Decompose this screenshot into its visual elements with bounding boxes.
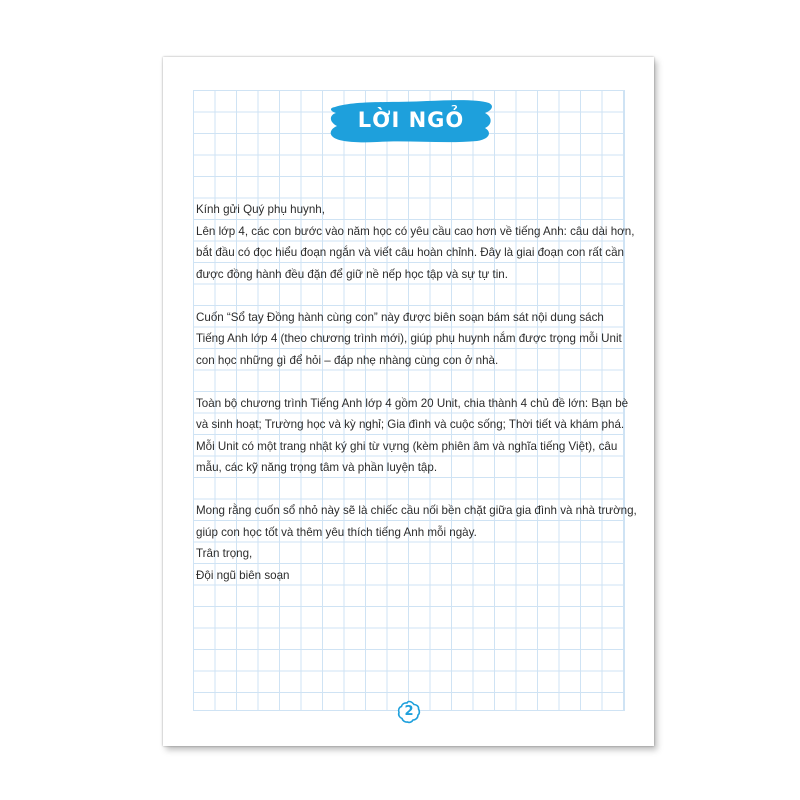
letter-line: được đồng hành đều đặn để giữ nề nếp học tập và sự tự tin. (196, 267, 508, 281)
letter-line: bắt đầu có đọc hiểu đoạn ngắn và viết câu hoàn chỉnh. Đây là giai đoạn con rất cần (196, 246, 624, 259)
letter-line: Mỗi Unit có một trang nhật ký ghi từ vựng (kèm phiên âm và nghĩa tiếng Việt), câu (196, 439, 618, 453)
page-number-badge (396, 699, 422, 725)
letter-line: Toàn bộ chương trình Tiếng Anh lớp 4 gồm 20 Unit, chia thành 4 chủ đề lớn: Bạn bè (196, 396, 629, 410)
title-banner (327, 97, 495, 145)
letter-line: và sinh hoạt; Trường học và kỳ nghỉ; Gia đình và cuộc sống; Thời tiết và khám phá. (196, 418, 625, 431)
letter-line: Tiếng Anh lớp 4 (theo chương trình mới), giúp phụ huynh nắm được trọng mỗi Unit (196, 332, 622, 345)
letter-line: Cuốn “Sổ tay Đồng hành cùng con” này được biên soạn bám sát nội dung sách (196, 310, 604, 324)
page-number: 2 (404, 704, 414, 719)
letter-closing: Trân trọng, (196, 547, 253, 560)
letter-body (196, 199, 637, 586)
letter-line: mẫu, các kỹ năng trọng tâm và phần luyện tập. (196, 461, 438, 474)
page-title: LỜI NGỎ (357, 108, 465, 132)
letter-signature: Đội ngũ biên soạn (196, 568, 290, 582)
letter-greeting: Kính gửi Quý phụ huynh, (196, 203, 325, 216)
letter-line: Lên lớp 4, các con bước vào năm học có yêu cầu cao hơn về tiếng Anh: câu dài hơn, (196, 224, 635, 238)
letter-line: giúp con học tốt và thêm yêu thích tiếng Anh mỗi ngày. (196, 525, 477, 539)
document-page (163, 57, 654, 746)
letter-line: Mong rằng cuốn sổ nhỏ này sẽ là chiếc cầu nối bền chặt giữa gia đình và nhà trường, (196, 504, 637, 517)
letter-line: con học những gì để hỏi – đáp nhẹ nhàng cùng con ở nhà. (196, 353, 499, 367)
